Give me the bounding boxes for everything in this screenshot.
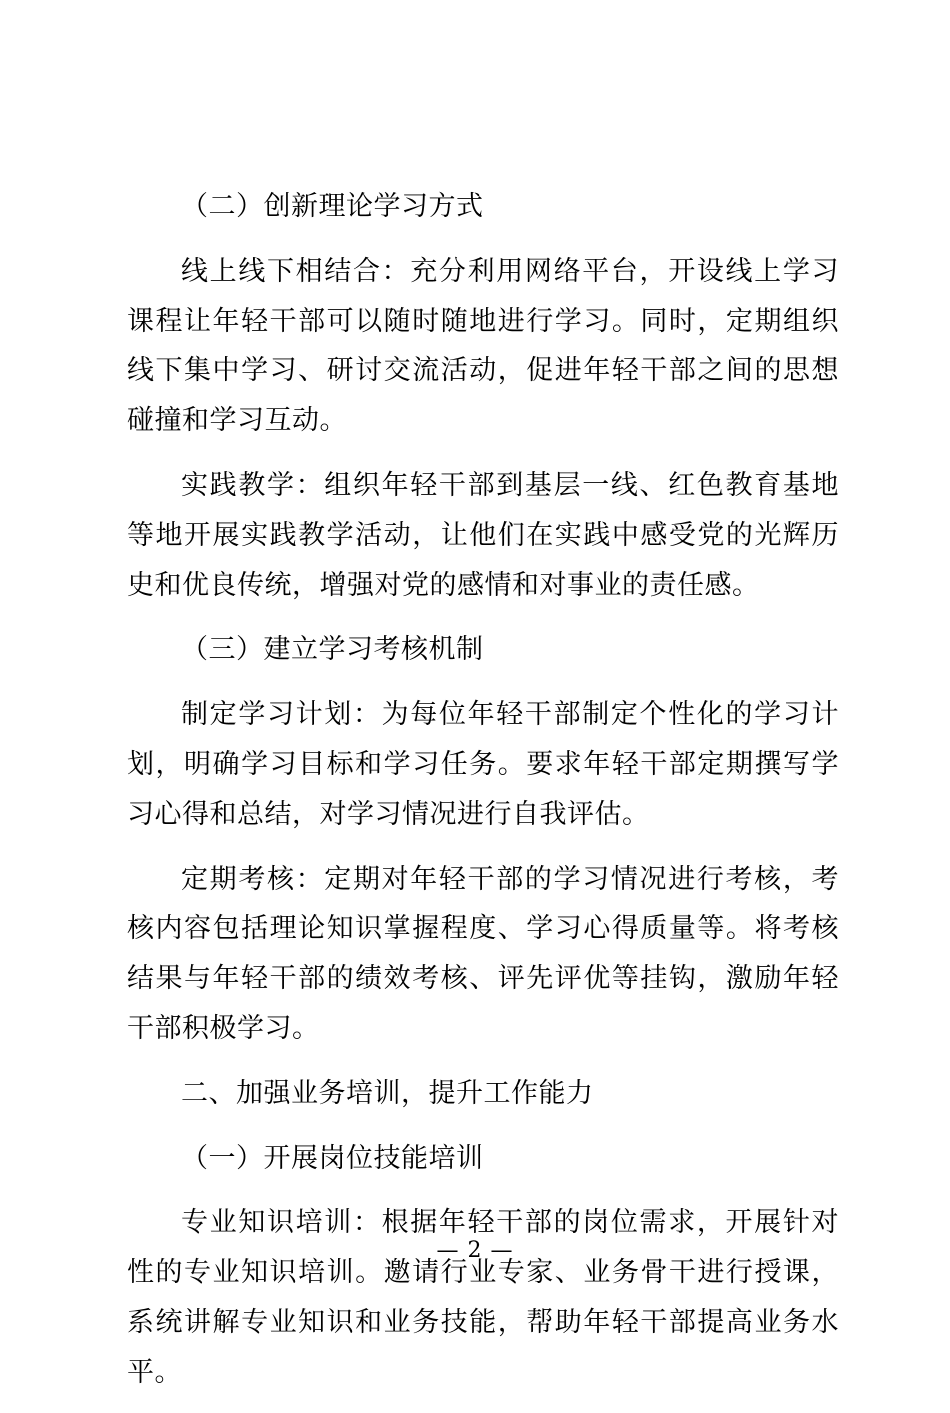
body-paragraph: 制定学习计划：为每位年轻干部制定个性化的学习计划，明确学习目标和学习任务。要求年轻干部定期撰写学习心得和总结，对学习情况进行自我评估。 xyxy=(127,699,839,830)
body-paragraph: 定期考核：定期对年轻干部的学习情况进行考核，考核内容包括理论知识掌握程度、学习心得质量等。将考核结果与年轻干部的绩效考核、评先评优等挂钩，激励年轻干部积极学习。 xyxy=(127,863,839,1044)
section-heading: （一）开展岗位技能培训 xyxy=(181,1142,484,1174)
body-paragraph: 实践教学：组织年轻干部到基层一线、红色教育基地等地开展实践教学活动，让他们在实践中感受党的光辉历史和优良传统，增强对党的感情和对事业的责任感。 xyxy=(127,469,839,601)
document-body xyxy=(127,182,839,1413)
page-number: — 2 — xyxy=(436,1238,514,1263)
body-paragraph: 线上线下相结合：充分利用网络平台，开设线上学习课程让年轻干部可以随时随地进行学习。同时，定期组织线下集中学习、研讨交流活动，促进年轻干部之间的思想碰撞和学习互动。 xyxy=(127,255,839,437)
section-heading: （二）创新理论学习方式 xyxy=(181,191,484,222)
section-heading: （三）建立学习考核机制 xyxy=(181,634,484,666)
chapter-heading: 二、加强业务培训，提升工作能力 xyxy=(181,1077,594,1109)
body-paragraph: 专业知识培训：根据年轻干部的岗位需求，开展针对性的专业知识培训。邀请行业专家、业务骨干进行授课，系统讲解专业知识和业务技能，帮助年轻干部提高业务水平。 xyxy=(127,1207,839,1388)
